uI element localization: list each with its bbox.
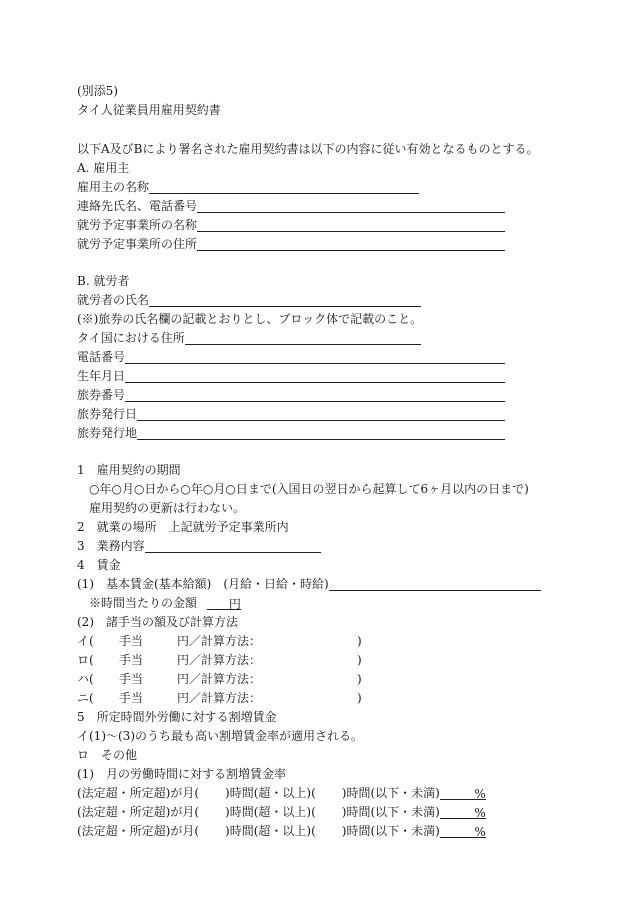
employer-name-label: 雇用主の名称 (77, 180, 150, 194)
allowance-row (77, 653, 362, 667)
thai-address-row (77, 331, 421, 345)
overtime-hours-under: )時間(以下・未満) (341, 805, 440, 819)
allowance-mark: ハ( (77, 672, 94, 686)
overtime-rate-field[interactable] (440, 825, 486, 838)
allowance-close: ) (357, 672, 362, 686)
percent-sign: % (474, 806, 486, 820)
percent-sign: % (474, 787, 486, 801)
allowance-row (77, 672, 362, 686)
overtime-condition: (法定超・所定超)が月( (77, 786, 200, 800)
allowance-mark: ロ( (77, 653, 94, 667)
item5-rule: イ(1)～(3)のうち最も高い割増賃金率が適用される。 (77, 729, 363, 743)
worker-name-row (77, 293, 421, 307)
overtime-hours-under: )時間(以下・未満) (341, 824, 440, 838)
passport-number-label: 旅券番号 (77, 388, 126, 402)
passport-issue-date-field[interactable] (137, 408, 505, 421)
allowance-mark: イ( (77, 634, 94, 648)
worker-name-field[interactable] (149, 294, 421, 307)
basic-wage-label: (1) 基本賃金(基本給額) (月給・日給・時給) (77, 577, 329, 591)
worker-name-label: 就労者の氏名 (77, 293, 150, 307)
overtime-rate-field[interactable] (440, 806, 486, 819)
document-title: タイ人従業員用雇用契約書 (77, 103, 221, 117)
allowance-close: ) (357, 634, 362, 648)
passport-number-field[interactable] (125, 389, 505, 402)
item3-label: 3 業務内容 (77, 539, 145, 553)
contact-row (77, 199, 505, 213)
allowance-close: ) (357, 653, 362, 667)
workplace-name-field[interactable] (197, 219, 505, 232)
contact-label: 連絡先氏名、電話番号 (77, 199, 198, 213)
overtime-hours-under: )時間(以下・未満) (341, 786, 440, 800)
item5-other: ロ その他 (77, 748, 138, 762)
overtime-rate-row (77, 805, 486, 819)
basic-wage-row (77, 577, 541, 591)
overtime-rate-row (77, 824, 486, 838)
overtime-hours-over: )時間(超・以上)( (225, 786, 316, 800)
workplace-name-label: 就労予定事業所の名称 (77, 218, 198, 232)
item4-heading: 4 賃金 (77, 558, 121, 572)
hourly-amount-label: ※時間当たりの金額 (89, 596, 198, 610)
workplace-address-row (77, 237, 505, 251)
monthly-rate-heading: (1) 月の労働時間に対する割増賃金率 (77, 767, 286, 781)
passport-number-row (77, 388, 505, 402)
birthdate-field[interactable] (125, 370, 505, 383)
item2-heading: 2 就業の場所 上記就労予定事業所内 (77, 520, 289, 534)
hourly-amount-row (89, 596, 241, 610)
overtime-condition: (法定超・所定超)が月( (77, 805, 200, 819)
thai-address-label: タイ国における住所 (77, 331, 185, 345)
passport-issue-place-field[interactable] (137, 427, 505, 440)
job-description-field[interactable] (145, 540, 321, 553)
allowance-name: 手当 (119, 634, 144, 648)
thai-address-field[interactable] (185, 332, 421, 345)
allowance-method: 円／計算方法： (177, 653, 262, 667)
allowance-mark: ニ( (77, 691, 94, 705)
workplace-name-row (77, 218, 505, 232)
passport-issue-date-label: 旅券発行日 (77, 407, 138, 421)
birthdate-row (77, 369, 505, 383)
allowance-method: 円／計算方法： (177, 691, 262, 705)
overtime-hours-over: )時間(超・以上)( (225, 824, 316, 838)
overtime-hours-over: )時間(超・以上)( (225, 805, 316, 819)
allowance-row (77, 691, 362, 705)
allowance-close: ) (357, 691, 362, 705)
workplace-address-label: 就労予定事業所の住所 (77, 237, 198, 251)
phone-label: 電話番号 (77, 350, 126, 364)
passport-issue-place-label: 旅券発行地 (77, 426, 138, 440)
item1-heading: 1 雇用契約の期間 (77, 463, 181, 477)
item1-period: ○年○月○日から○年○月○日まで(入国日の翌日から起算して6ヶ月以内の日まで) (89, 482, 529, 496)
phone-row (77, 350, 505, 364)
passport-issue-date-row (77, 407, 505, 421)
hourly-amount-field[interactable] (207, 597, 241, 610)
basic-wage-field[interactable] (329, 578, 541, 591)
employer-name-row (77, 180, 419, 194)
allowance-name: 手当 (119, 672, 144, 686)
item5-heading: 5 所定時間外労働に対する割増賃金 (77, 710, 277, 724)
intro-text: 以下A及びBにより署名された雇用契約書は以下の内容に従い有効となるものとする。 (77, 142, 539, 156)
overtime-rate-field[interactable] (440, 787, 486, 800)
annex-label: (別添5) (77, 84, 118, 98)
worker-name-note: (※)旅券の氏名欄の記載とおりとし、ブロック体で記載のこと。 (77, 312, 423, 326)
phone-field[interactable] (125, 351, 505, 364)
workplace-address-field[interactable] (197, 238, 505, 251)
contact-field[interactable] (197, 200, 505, 213)
employer-name-field[interactable] (149, 181, 419, 194)
allowances-heading: (2) 諸手当の額及び計算方法 (77, 615, 238, 629)
item3-row (77, 539, 321, 553)
allowance-name: 手当 (119, 691, 144, 705)
allowance-name: 手当 (119, 653, 144, 667)
percent-sign: % (474, 825, 486, 839)
section-b-heading: B. 就労者 (77, 274, 130, 288)
allowance-method: 円／計算方法： (177, 672, 262, 686)
allowance-row (77, 634, 362, 648)
overtime-rate-row (77, 786, 486, 800)
allowance-method: 円／計算方法： (177, 634, 262, 648)
item1-note: 雇用契約の更新は行わない。 (89, 501, 246, 515)
passport-issue-place-row (77, 426, 505, 440)
yen-unit: 円 (228, 597, 241, 611)
section-a-heading: A. 雇用主 (77, 161, 130, 175)
birthdate-label: 生年月日 (77, 369, 126, 383)
overtime-condition: (法定超・所定超)が月( (77, 824, 200, 838)
